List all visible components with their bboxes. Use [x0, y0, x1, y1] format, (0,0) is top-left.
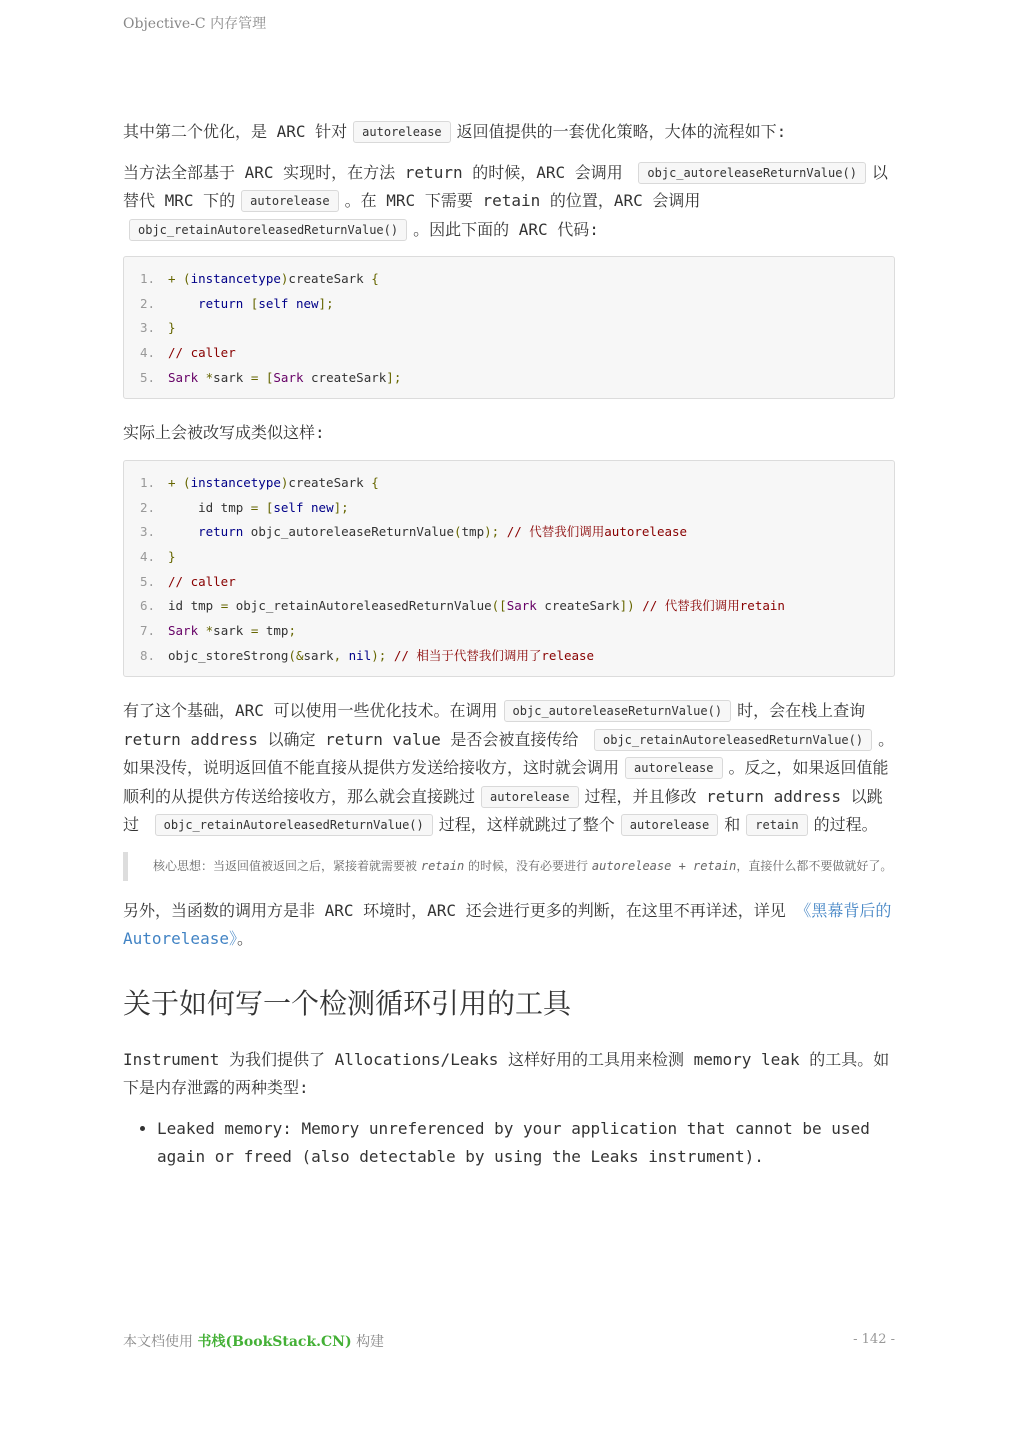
paragraph-non-arc	[123, 897, 895, 954]
code-line: 2. return [self new];	[140, 292, 880, 317]
paragraph-intro	[123, 118, 895, 147]
code-line: 5. Sark *sark = [Sark createSark];	[140, 366, 880, 391]
text-span: 过程，这样就跳过了整个	[438, 815, 615, 835]
text-span: 时，会在栈上查询 return address 以确定 return value 是否会被直接传给	[123, 701, 866, 749]
text-span: 。 如果没传，说明返回值不能直接从提供方发送给接收方，这时就会调用	[123, 729, 895, 778]
code-block-original	[123, 256, 895, 399]
paragraph-instrument: Instrument 为我们提供了 Allocations/Leaks 这样好用的工具用来检测 memory leak 的工具。如下是内存泄露的两种类型:	[123, 1049, 890, 1098]
paragraph-rewritten: 实际上会被改写成类似这样:	[123, 423, 325, 443]
code-line: 6. id tmp = objc_retainAutoreleasedReturnValue([Sark createSark]) // 代替我们调用retain	[140, 594, 880, 619]
list-item: • Leaked memory: Memory unreferenced by your application that cannot be used again or freed (also detectable by using the Leaks instrument).	[157, 1115, 895, 1171]
line-number: 1.	[140, 474, 156, 490]
line-number: 3.	[140, 524, 156, 540]
paragraph-optimization	[123, 697, 895, 840]
line-number: 5.	[140, 573, 156, 589]
inline-code: autorelease	[353, 121, 450, 143]
paragraph-arc-calls	[123, 159, 895, 245]
text-span: 。因此下面的 ARC 代码:	[413, 219, 599, 239]
text-span: ，直接什么都不要做就好了。	[736, 858, 893, 873]
bookstack-link[interactable]: 书栈(BookStack.CN)	[197, 1334, 352, 1350]
inline-code: objc_autoreleaseReturnValue()	[504, 700, 732, 722]
inline-code: autorelease	[625, 757, 722, 779]
code-line: 1. + (instancetype)createSark {	[140, 471, 880, 496]
code-line: 5. // caller	[140, 570, 880, 595]
code-line: 3. return objc_autoreleaseReturnValue(tmp); // 代替我们调用autorelease	[140, 520, 880, 545]
emphasis: retain	[420, 858, 465, 873]
text-span: 过程，并且修改 return address 以跳过	[123, 786, 883, 835]
code-block-rewritten	[123, 460, 895, 678]
line-number: 3.	[140, 320, 156, 336]
text-span: 。在 MRC 下需要 retain 的位置，ARC 会调用	[344, 191, 701, 210]
page-number: - 142 -	[853, 1332, 895, 1347]
text-span: 。	[236, 929, 253, 949]
text-span: 本文档使用	[123, 1334, 193, 1350]
inline-code: autorelease	[241, 190, 338, 212]
article-body	[123, 118, 895, 1171]
line-number: 6.	[140, 598, 156, 614]
text-span: 另外，当函数的调用方是非 ARC 环境时，ARC 还会进行更多的判断，在这里不再详述，详见	[123, 900, 786, 920]
footer-credit	[123, 1331, 384, 1351]
emphasis: autorelease + retain	[591, 858, 737, 873]
code-line: 3. }	[140, 316, 880, 341]
text-span: 当方法全部基于 ARC 实现时，在方法 return 的时候，ARC 会调用	[123, 162, 623, 182]
text-span: 的时候，没有必要进行	[468, 858, 589, 873]
autorelease-article-link[interactable]: 《黑幕背后的 Autorelease》	[123, 900, 892, 949]
line-number: 8.	[140, 647, 156, 663]
text-span: 和	[724, 815, 741, 835]
code-line: 1. + (instancetype)createSark {	[140, 267, 880, 292]
text-span: 其中第二个优化，是 ARC 针对	[123, 122, 348, 141]
text-span: 以替代 MRC 下的	[123, 162, 888, 210]
inline-code: objc_retainAutoreleasedReturnValue()	[594, 729, 872, 751]
code-line: 8. objc_storeStrong(&sark, nil); // 相当于代替我们调用了release	[140, 644, 880, 669]
line-number: 7.	[140, 623, 156, 639]
inline-code: retain	[746, 814, 807, 836]
line-number: 4.	[140, 345, 156, 361]
code-line: 4. }	[140, 545, 880, 570]
inline-code: objc_retainAutoreleasedReturnValue()	[129, 219, 407, 241]
blockquote-core-idea	[123, 852, 895, 881]
running-header: Objective-C 内存管理	[123, 16, 267, 32]
line-number: 1.	[140, 271, 156, 286]
code-line: 7. Sark *sark = tmp;	[140, 619, 880, 644]
inline-code: autorelease	[621, 814, 718, 836]
line-number: 2.	[140, 295, 156, 311]
line-number: 4.	[140, 549, 156, 564]
line-number: 2.	[140, 499, 156, 515]
inline-code: autorelease	[481, 786, 578, 808]
text-span: 。反之，如果返回值能顺利的从提供方传送给接收方，那么就会直接跳过	[123, 758, 889, 806]
text-span: 的过程。	[813, 815, 878, 835]
text-span: 核心思想：当返回值被返回之后，紧接着就需要被	[153, 858, 418, 873]
line-number: 5.	[140, 369, 156, 385]
leak-type-list	[123, 1115, 895, 1171]
inline-code: objc_autoreleaseReturnValue()	[638, 162, 866, 184]
section-heading: 关于如何写一个检测循环引用的工具	[123, 986, 572, 1020]
text-span: 有了这个基础，ARC 可以使用一些优化技术。在调用	[123, 701, 498, 721]
inline-code: objc_retainAutoreleasedReturnValue()	[155, 814, 433, 836]
text-span: 返回值提供的一套优化策略，大体的流程如下:	[456, 122, 787, 141]
text-span: 构建	[356, 1334, 385, 1350]
code-line: 4. // caller	[140, 341, 880, 366]
code-line: 2. id tmp = [self new];	[140, 496, 880, 521]
